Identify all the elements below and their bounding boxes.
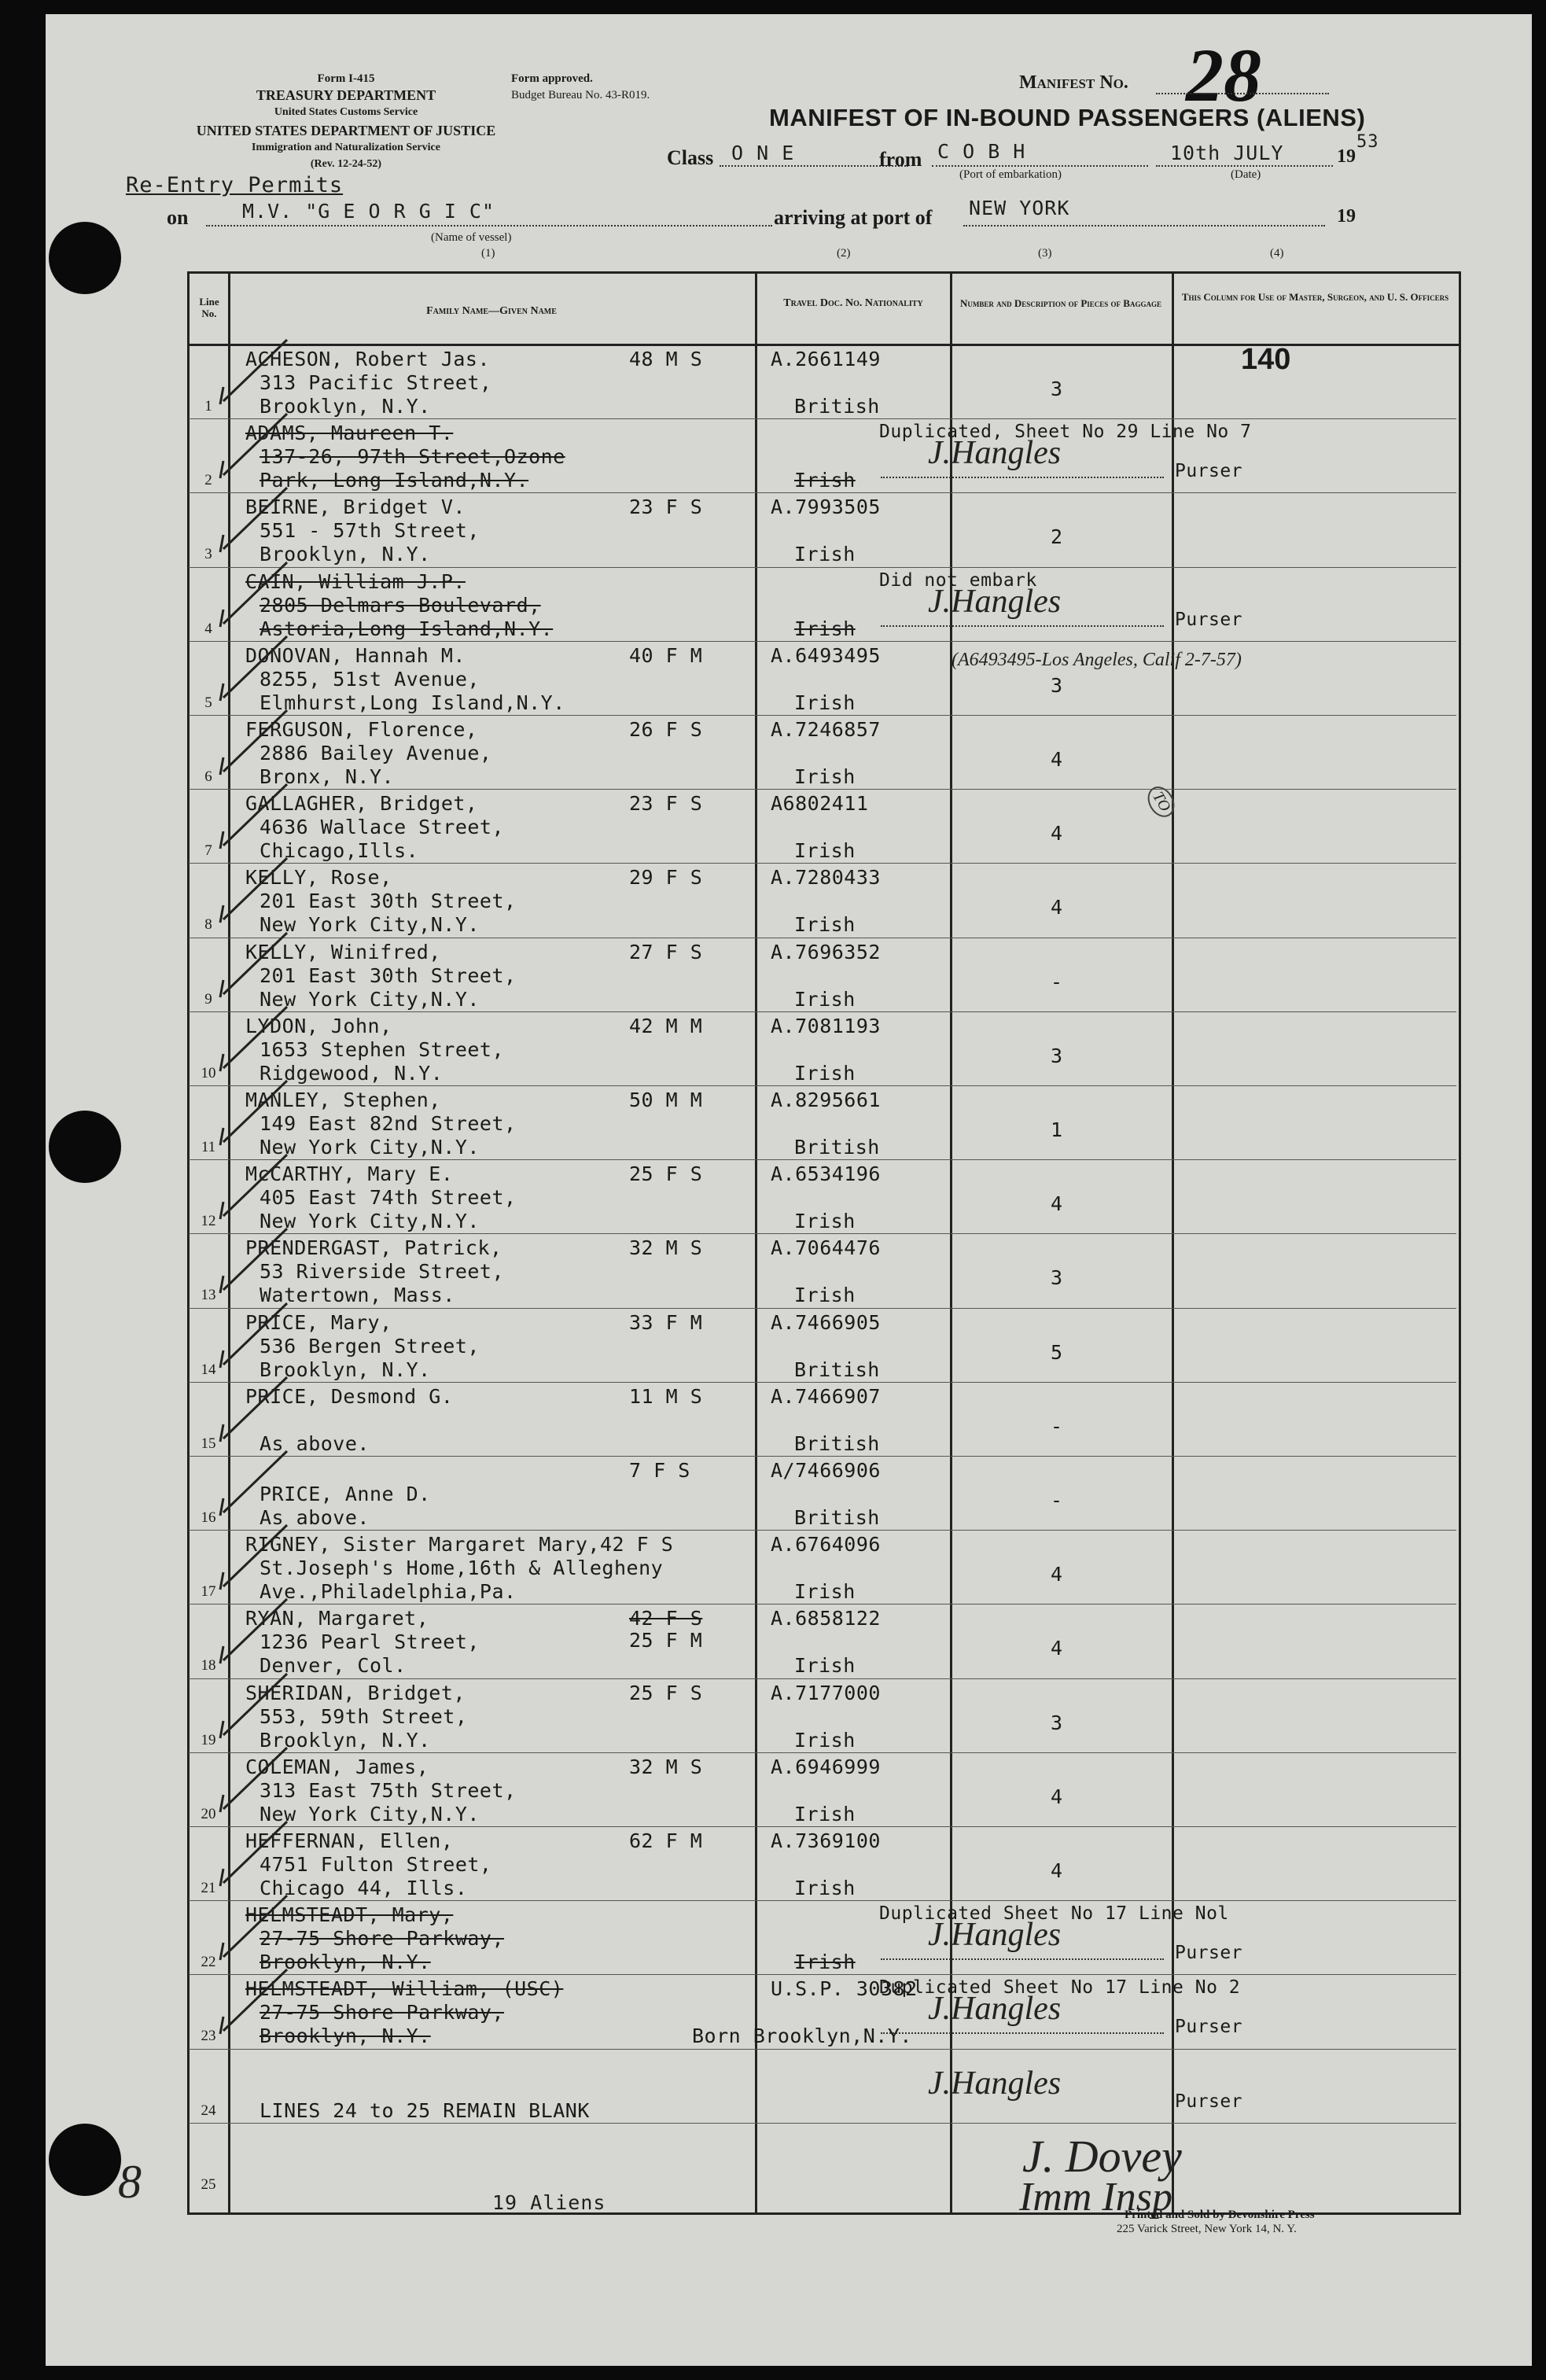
line-number: 20 [201,1805,216,1822]
check-mark-icon [212,1517,291,1596]
age-sex-status: 29 F S [629,866,703,890]
on-label: on [167,206,189,229]
travel-doc-no: A.7466907 [771,1384,881,1408]
hdr-name: Family Name—Given Name [426,305,557,317]
passenger-line: 149 East 82nd Street, [260,1112,517,1135]
row-divider [189,789,1456,790]
age-sex-status: 23 F S [629,792,703,816]
passenger-line: FERGUSON, Florence, [245,718,478,741]
age-sex-status: 25 F S [629,1162,703,1186]
revision-date: (Rev. 12-24-52) [310,158,382,170]
printer-line-1: Printed and Sold by Devonshire Press [1125,2209,1315,2221]
check-mark-icon [212,999,291,1078]
passenger-line: Bronx, N.Y. [260,765,395,788]
hdr-baggage: Number and Description of Pieces of Baggage [960,297,1161,309]
nationality: Born Brooklyn,N.Y. [692,2024,912,2048]
printer-line-2: 225 Varick Street, New York 14, N. Y. [1117,2223,1297,2235]
travel-doc-no: A.7280433 [771,866,881,890]
travel-doc-no: A.7081193 [771,1014,881,1037]
age-sex-status-struck: 42 F S [629,1607,703,1630]
line-number: 8 [204,916,212,934]
vessel-underline [206,225,772,227]
travel-doc-no: A.7696352 [771,940,881,963]
passenger-line: 201 East 30th Street, [260,963,517,987]
line-number: 3 [204,546,212,563]
check-mark-icon [212,1888,291,1966]
line-number: 11 [201,1139,216,1155]
nationality: Irish [794,691,856,714]
passenger-line: Ave.,Philadelphia,Pa. [260,1580,517,1604]
line-number: 2 [204,472,212,489]
row-divider [189,2049,1456,2050]
line-number: 13 [201,1287,216,1304]
passenger-line: Brooklyn, N.Y. [260,1358,431,1381]
dotted-leader [881,2032,1164,2034]
check-mark-icon [212,1666,291,1744]
line-number: 21 [201,1880,216,1896]
row-divider [189,1011,1456,1012]
baggage-count: 4 [1051,1859,1063,1882]
line-number: 5 [204,694,212,711]
nationality: Irish [794,543,856,566]
age-sex-status: 40 F M [629,643,703,667]
passenger-line: McCARTHY, Mary E. [245,1162,454,1186]
manifest-no-value: 28 [1186,33,1261,117]
passenger-line: Watertown, Mass. [260,1284,455,1307]
passenger-line: COLEMAN, James, [245,1755,429,1778]
passenger-line: Brooklyn, N.Y. [260,1951,431,1974]
row-divider [189,1530,1456,1531]
passenger-line: Park, Long Island,N.Y. [260,469,529,492]
class-value: O N E [731,142,795,164]
row-divider [189,567,1456,568]
form-number: Form I-415 [317,72,375,85]
nationality: Irish [794,1580,856,1604]
baggage-count: 3 [1051,673,1063,697]
row-divider [189,1456,1456,1457]
passenger-line: MANLEY, Stephen, [245,1089,441,1111]
age-sex-status: 50 M M [629,1089,703,1111]
approval-block [511,71,731,104]
passenger-line: RIGNEY, Sister Margaret Mary,42 F S [245,1533,674,1557]
passenger-line: Ridgewood, N.Y. [260,1061,444,1085]
travel-doc-no: A.6764096 [771,1533,881,1557]
passenger-line: ACHESON, Robert Jas. [245,348,491,370]
passenger-line: PRICE, Desmond G. [245,1384,454,1408]
circled-mark: TO [1143,782,1180,822]
nationality: Irish [794,1951,856,1974]
col-divider-2 [755,271,757,2212]
travel-doc-no: A.6534196 [771,1162,881,1186]
passenger-line: RYAN, Margaret, [245,1607,429,1630]
passenger-line: KELLY, Rose, [245,866,392,890]
aliens-count: 19 Aliens [492,2191,606,2214]
arriving-label: arriving at port of [774,206,933,229]
dotted-leader [881,625,1164,627]
passenger-line: CAIN, William J.P. [245,569,466,593]
baggage-count: 4 [1051,1785,1063,1808]
row-divider [189,1085,1456,1086]
purser-note: Purser [1175,1943,1243,1964]
donovan-annotation: (A6493495-Los Angeles, Calif 2-7-57) [952,650,1242,670]
passenger-line: New York City,N.Y. [260,913,480,937]
passenger-line: LYDON, John, [245,1014,392,1037]
nationality: Irish [794,469,856,492]
age-sex-status: 62 F M [629,1829,703,1852]
check-mark-icon [212,1814,291,1892]
passenger-line: 201 East 30th Street, [260,890,517,913]
check-mark-icon [212,480,291,558]
baggage-count: - [1051,970,1063,993]
purser-note: Purser [1175,461,1243,482]
travel-doc-no: A.6493495 [771,643,881,667]
check-mark-icon [212,1295,291,1374]
baggage-count: 4 [1051,896,1063,919]
date-underline [1156,165,1333,167]
passenger-line: 2886 Bailey Avenue, [260,742,492,764]
justice-dept: UNITED STATES DEPARTMENT OF JUSTICE [196,123,496,138]
punch-hole-bottom [49,2124,121,2196]
line-number: 15 [201,1435,216,1452]
passenger-line: 551 - 57th Street, [260,519,480,543]
passenger-line: Brooklyn, N.Y. [260,395,431,418]
check-mark-icon [212,1073,291,1151]
check-mark-icon [212,1591,291,1670]
travel-doc-no: A.7993505 [771,496,881,519]
year-value: 53 [1356,132,1379,152]
age-sex-status: 32 M S [629,1755,703,1778]
passenger-line: 53 Riverside Street, [260,1260,505,1284]
nationality: Irish [794,765,856,788]
check-mark-icon [212,702,291,781]
age-sex-status: 32 M S [629,1236,703,1260]
purser-note: Purser [1175,2017,1243,2038]
age-sex-status: 25 F S [629,1681,703,1704]
check-mark-icon [212,1147,291,1225]
age-sex-status: 11 M S [629,1384,703,1408]
travel-doc-no: A6802411 [771,792,869,816]
passenger-line: LINES 24 to 25 REMAIN BLANK [260,2098,590,2122]
baggage-count: 5 [1051,1340,1063,1364]
nationality: Irish [794,1061,856,1085]
passenger-line: 8255, 51st Avenue, [260,667,480,691]
line-number: 17 [201,1583,216,1601]
manifest-title: MANIFEST OF IN-BOUND PASSENGERS (ALIENS) [769,104,1366,131]
class-label: Class [667,146,714,169]
treasury-dept: TREASURY DEPARTMENT [256,87,436,103]
passenger-line: PRENDERGAST, Patrick, [245,1236,502,1260]
check-mark-icon [212,1369,291,1448]
baggage-count: 3 [1051,1711,1063,1734]
port-emb-caption: (Port of embarkation) [959,168,1062,181]
passenger-line: New York City,N.Y. [260,987,480,1011]
baggage-count: 4 [1051,1563,1063,1586]
travel-doc-no: A.7246857 [771,718,881,741]
baggage-count: 3 [1051,1266,1063,1290]
justice-block [153,123,539,172]
travel-doc-no: A.7466905 [771,1310,881,1334]
nationality: Irish [794,839,856,863]
hdr-line-no: Line No. [199,296,219,319]
age-sex-status: 23 F S [629,496,703,519]
row-note: Did not embark [879,569,1037,591]
form-agency-block [161,71,531,120]
officer-count: 140 [1241,343,1291,376]
row-divider [189,418,1456,419]
passenger-line: BEIRNE, Bridget V. [245,496,466,519]
punch-hole-middle [49,1111,121,1183]
travel-doc-no: A.6946999 [771,1755,881,1778]
passenger-line: Brooklyn, N.Y. [260,1728,431,1752]
age-sex-status: 33 F M [629,1310,703,1334]
passenger-line: 2805 Delmars Boulevard, [260,593,541,617]
passenger-line: 1236 Pearl Street, [260,1630,480,1654]
age-sex-status: 26 F S [629,718,703,741]
manifest-no-label: Manifest No. [1019,72,1128,93]
dotted-leader [881,477,1164,478]
vessel-caption: (Name of vessel) [431,231,512,244]
passenger-line: Chicago,Ills. [260,839,419,863]
passenger-line: New York City,N.Y. [260,1136,480,1159]
passenger-line: 405 East 74th Street, [260,1186,517,1210]
line-number: 1 [204,398,212,414]
margin-mark: 8 [118,2156,142,2208]
punch-hole-top [49,222,121,294]
check-mark-icon [212,1740,291,1818]
col-num-2: (2) [837,247,851,260]
passenger-line: New York City,N.Y. [260,1802,480,1826]
age-sex-status: 7 F S [629,1459,690,1482]
passenger-line: 137-26, 97th Street,Ozone [260,445,565,469]
row-divider [189,492,1456,493]
row-divider [189,1382,1456,1383]
check-mark-icon [212,1443,291,1522]
col-num-4: (4) [1270,247,1284,260]
travel-doc-no: A.2661149 [771,348,881,370]
hdr-travel-doc: Travel Doc. No. Nationality [783,297,923,309]
travel-doc-no: A/7466906 [771,1459,881,1482]
from-underline [932,165,1148,167]
customs-service: United States Customs Service [274,106,418,118]
budget-bureau: Budget Bureau No. 43-R019. [511,89,650,101]
row-note: Duplicated Sheet No 17 Line No 2 [879,1977,1241,1999]
line-number: 25 [201,2176,216,2193]
line-number: 19 [201,1731,216,1748]
passenger-line: 1653 Stephen Street, [260,1037,505,1061]
check-mark-icon [212,406,291,484]
passenger-line: 313 East 75th Street, [260,1778,517,1802]
baggage-count: 4 [1051,1192,1063,1216]
line-number: 4 [204,620,212,637]
hdr-officers: This Column for Use of Master, Surgeon, and U. S. Officers [1181,291,1449,303]
port-value: NEW YORK [969,197,1070,219]
passenger-line: HELMSTEADT, Mary, [245,1903,454,1927]
baggage-count: 3 [1051,1044,1063,1067]
passenger-line: 313 Pacific Street, [260,371,492,394]
age-sex-status: 42 M M [629,1014,703,1037]
reentry-permits: Re-Entry Permits [126,173,344,197]
col-num-3: (3) [1038,247,1052,260]
row-divider [189,1826,1456,1827]
baggage-count: 3 [1051,378,1063,400]
passenger-line: As above. [260,1506,370,1529]
travel-doc-no: A.7064476 [771,1236,881,1260]
check-mark-icon [212,1221,291,1299]
passenger-line: 27-75 Shore Parkway, [260,1927,505,1951]
passenger-line: Elmhurst,Long Island,N.Y. [260,691,565,714]
nationality: British [794,1431,880,1455]
passenger-line: HEFFERNAN, Ellen, [245,1829,454,1852]
purser-signature: J.Hangles [928,2065,1062,2102]
nationality: Irish [794,1728,856,1752]
baggage-count: 4 [1051,1637,1063,1660]
line-number: 7 [204,842,212,860]
dotted-leader [881,1958,1164,1960]
passenger-line: DONOVAN, Hannah M. [245,643,466,667]
check-mark-icon [212,554,291,633]
check-mark-icon [212,1962,291,2040]
inspector-signature-1: J. Dovey [1022,2131,1182,2182]
row-divider [189,1233,1456,1234]
check-mark-icon [212,776,291,855]
nationality: Irish [794,1877,856,1899]
passenger-line: 536 Bergen Street, [260,1334,480,1358]
inspector-signature-2: Imm Insp [1019,2175,1172,2220]
vessel-value: M.V. "G E O R G I C" [242,200,495,223]
row-divider [189,1159,1456,1160]
line-number: 9 [204,990,212,1008]
passenger-line: 4751 Fulton Street, [260,1853,492,1876]
row-divider [189,1678,1456,1679]
nationality: Irish [794,1802,856,1826]
passenger-line: PRICE, Mary, [245,1310,392,1334]
line-number: 24 [201,2102,216,2119]
row-divider [189,2123,1456,2124]
baggage-count: 1 [1051,1118,1063,1141]
age-sex-status: 25 F M [629,1629,703,1652]
baggage-count: 4 [1051,822,1063,846]
travel-doc-no: A.6858122 [771,1607,881,1630]
passenger-line: Brooklyn, N.Y. [260,2024,431,2048]
passenger-line: 553, 59th Street, [260,1704,468,1728]
passenger-line: New York City,N.Y. [260,1210,480,1233]
year2: 19 [1337,206,1356,227]
from-label: from [879,148,922,171]
baggage-count: 4 [1051,748,1063,771]
check-mark-icon [212,850,291,929]
passenger-line: Denver, Col. [260,1654,407,1678]
row-divider [189,1974,1456,1975]
passenger-line: SHERIDAN, Bridget, [245,1681,466,1704]
passenger-line: ADAMS, Maureen T. [245,422,454,445]
line-number: 22 [201,1954,216,1971]
nationality: Irish [794,913,856,937]
travel-doc-no: A.8295661 [771,1089,881,1111]
passenger-line: 4636 Wallace Street, [260,816,505,839]
year-prefix: 19 [1337,146,1356,167]
age-sex-status: 27 F S [629,940,703,963]
check-mark-icon [212,628,291,707]
check-mark-icon [212,925,291,1004]
ins-service: Immigration and Naturalization Service [252,142,440,153]
nationality: Irish [794,617,856,640]
passenger-line: 27-75 Shore Parkway, [260,2001,505,2024]
nationality: Irish [794,1210,856,1233]
line-number: 12 [201,1213,216,1230]
col-num-1: (1) [481,247,495,260]
port-underline [963,225,1325,227]
travel-doc-no: A.7177000 [771,1681,881,1704]
purser-note: Purser [1175,2091,1243,2112]
line-number: 16 [201,1509,216,1526]
row-note: Duplicated Sheet No 17 Line Nol [879,1903,1229,1925]
age-sex-status: 48 M S [629,348,703,370]
nationality: Irish [794,1284,856,1307]
line-number: 23 [201,2028,216,2045]
line-number: 14 [201,1361,216,1378]
line-number: 18 [201,1657,216,1674]
date-value: 10th JULY [1170,142,1284,164]
row-divider [189,641,1456,642]
row-divider [189,715,1456,716]
passenger-line: Chicago 44, Ills. [260,1877,468,1899]
nationality: British [794,395,880,418]
manifest-no-underline [1156,93,1329,94]
check-mark-icon [212,332,291,411]
purser-note: Purser [1175,609,1243,630]
purser-signature: J.Hangles [928,1991,1062,2028]
row-divider [189,1752,1456,1753]
row-divider [189,863,1456,864]
date-caption: (Date) [1231,168,1261,181]
from-value: C O B H [937,140,1026,163]
passenger-line: St.Joseph's Home,16th & Allegheny [260,1557,664,1580]
baggage-count: - [1051,1414,1063,1438]
passenger-line: Brooklyn, N.Y. [260,543,431,566]
passenger-line: PRICE, Anne D. [260,1483,431,1505]
line-number: 6 [204,768,212,785]
row-divider [189,1900,1456,1901]
passenger-line: GALLAGHER, Bridget, [245,792,478,816]
nationality: British [794,1358,880,1381]
purser-signature: J.Hangles [928,435,1062,472]
passenger-line: KELLY, Winifred, [245,940,441,963]
baggage-count: - [1051,1489,1063,1512]
line-number: 10 [201,1064,216,1081]
passenger-line: Astoria,Long Island,N.Y. [260,617,554,640]
travel-doc-no: U.S.P. 30382 [771,1977,918,2001]
nationality: British [794,1506,880,1529]
nationality: British [794,1136,880,1159]
purser-signature: J.Hangles [928,1917,1062,1954]
passenger-line: As above. [260,1431,370,1455]
form-approved: Form approved. [511,72,593,85]
purser-signature: J.Hangles [928,583,1062,620]
row-divider [189,1308,1456,1309]
baggage-count: 2 [1051,525,1063,549]
passenger-line: HELMSTEADT, William, (USC) [245,1977,564,2001]
travel-doc-no: A.7369100 [771,1829,881,1852]
nationality: Irish [794,1654,856,1678]
nationality: Irish [794,987,856,1011]
row-note: Duplicated, Sheet No 29 Line No 7 [879,422,1252,443]
